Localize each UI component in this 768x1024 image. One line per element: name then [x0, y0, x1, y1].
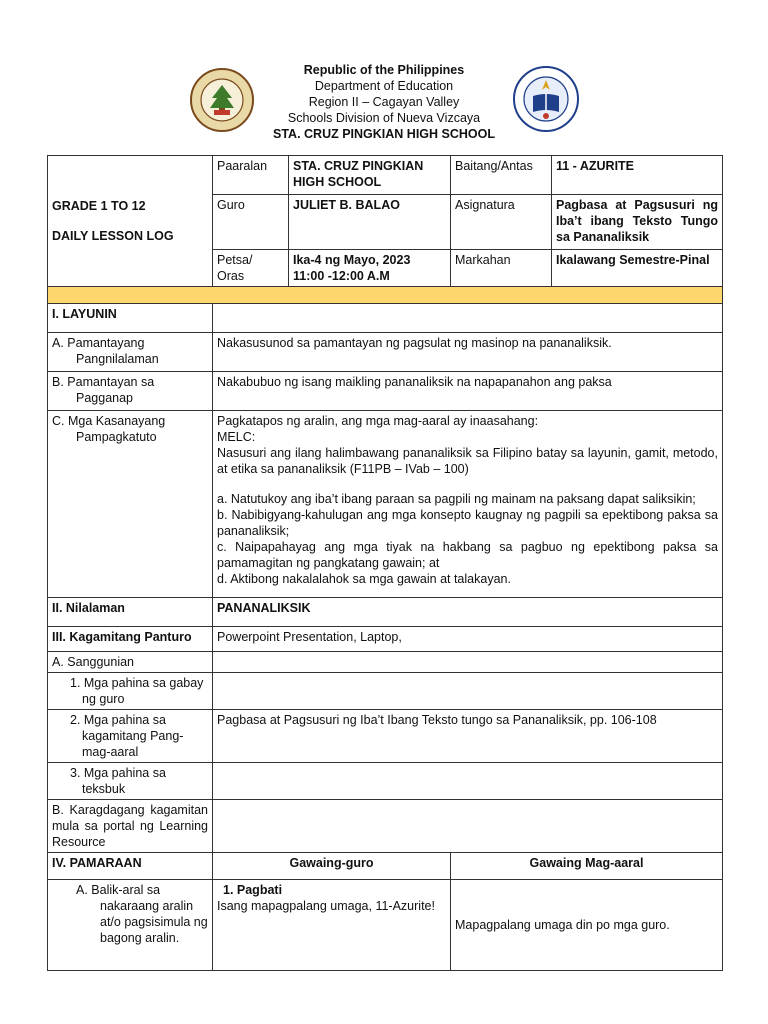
- grade-range-label: GRADE 1 TO 12: [52, 199, 146, 213]
- review-label-cell: [48, 880, 213, 971]
- teacher-label: Guro: [213, 195, 289, 250]
- textbook-row: [48, 763, 723, 800]
- subject-value: Pagbasa at Pagsusuri ng Iba’t ibang Teksto Tungo sa Pananaliksik: [552, 195, 723, 250]
- teacher-greeting: Isang mapagpalang umaga, 11-Azurite!: [217, 899, 435, 913]
- header-division: Schools Division of Nueva Vizcaya: [287, 111, 481, 125]
- additional-materials-label: B. Karagdagang kagamitan mula sa portal ng Learning Resource: [48, 800, 213, 853]
- teacher-value: JULIET B. BALAO: [289, 195, 451, 250]
- sanggunian-row: [48, 652, 723, 673]
- learning-competencies-row: [48, 411, 723, 598]
- time-label: Oras: [217, 269, 245, 283]
- performance-standard-label: B. Pamantayan sa Pagganap: [48, 372, 213, 411]
- time-value: 11:00 -12:00 A.M: [293, 269, 390, 283]
- teacher-guide-empty: [213, 673, 723, 710]
- nilalaman-heading: II. Nilalaman: [48, 598, 213, 627]
- student-greeting-cell: [451, 880, 723, 971]
- additional-materials-empty: [213, 800, 723, 853]
- content-standard-value: Nakasusunod sa pamantayan ng pagsulat ng masinop na pananaliksik.: [213, 333, 723, 372]
- school-value: STA. CRUZ PINGKIAN HIGH SCHOOL: [289, 156, 451, 195]
- content-standard-label: A. Pamantayang Pangnilalaman: [48, 333, 213, 372]
- competencies-intro: Pagkatapos ng aralin, ang mga mag-aaral ay inaasahang:: [217, 414, 539, 428]
- textbook-label: 3. Mga pahina sa teksbuk: [48, 763, 213, 800]
- layunin-heading-row: [48, 304, 723, 333]
- student-activity-heading: Gawaing Mag-aaral: [451, 853, 723, 880]
- pamaraan-heading-row: [48, 853, 723, 880]
- learner-material-row: [48, 710, 723, 763]
- daily-lesson-log-label: DAILY LESSON LOG: [52, 229, 174, 243]
- header-text: [0, 62, 768, 142]
- grade-level-value: 11 - AZURITE: [552, 156, 723, 195]
- quarter-value: Ikalawang Semestre-Pinal: [552, 250, 723, 287]
- teacher-guide-row: [48, 673, 723, 710]
- objective-c: c. Naipapahayag ang mga tiyak na hakbang sa pagbuo ng epektibong paksa sa pamamagitan ng pangkatang gawain; at: [217, 540, 718, 570]
- header-school: STA. CRUZ PINGKIAN HIGH SCHOOL: [273, 127, 495, 141]
- grade-level-label: Baitang/Antas: [451, 156, 552, 195]
- document-header: [0, 58, 768, 148]
- info-row-school: [48, 156, 723, 195]
- subject-label: Asignatura: [451, 195, 552, 250]
- kagamitan-heading: III. Kagamitang Panturo: [48, 627, 213, 652]
- additional-materials-row: [48, 800, 723, 853]
- objective-d: d. Aktibong nakalalahok sa mga gawain at talakayan.: [217, 572, 511, 586]
- header-republic: Republic of the Philippines: [303, 63, 465, 77]
- teacher-guide-label: 1. Mga pahina sa gabay ng guro: [48, 673, 213, 710]
- learner-material-value: Pagbasa at Pagsusuri ng Iba’t Ibang Teksto tungo sa Pananaliksik, pp. 106-108: [213, 710, 723, 763]
- kagamitan-value: Powerpoint Presentation, Laptop,: [213, 627, 723, 652]
- performance-standard-row: [48, 372, 723, 411]
- quarter-label: Markahan: [451, 250, 552, 287]
- teacher-activity-heading: Gawaing-guro: [213, 853, 451, 880]
- sanggunian-label: A. Sanggunian: [48, 652, 213, 673]
- learning-competencies-label: C. Mga Kasanayang Pampagkatuto: [48, 411, 213, 598]
- performance-standard-value: Nakabubuo ng isang maikling pananaliksik na napapanahon ang paksa: [213, 372, 723, 411]
- nilalaman-value: PANANALIKSIK: [213, 598, 723, 627]
- student-greeting: Mapagpalang umaga din po mga guro.: [455, 918, 670, 932]
- lesson-log-title-cell: [48, 156, 213, 287]
- daily-lesson-log-table: [47, 155, 723, 971]
- yellow-band-row: [48, 287, 723, 304]
- header-region: Region II – Cagayan Valley: [308, 95, 460, 109]
- greeting-step-title: 1. Pagbati: [223, 883, 283, 897]
- school-label: Paaralan: [213, 156, 289, 195]
- textbook-empty: [213, 763, 723, 800]
- content-standard-row: [48, 333, 723, 372]
- teacher-greeting-cell: [213, 880, 451, 971]
- layunin-heading: I. LAYUNIN: [48, 304, 213, 333]
- learning-competencies-cell: [213, 411, 723, 598]
- nilalaman-row: [48, 598, 723, 627]
- learner-material-label: 2. Mga pahina sa kagamitang Pang-mag-aaral: [48, 710, 213, 763]
- date-label: Petsa/: [217, 253, 253, 267]
- review-label: A. Balik-aral sa nakaraang aralin at/o pagsisimula ng bagong aralin.: [76, 883, 208, 945]
- melc-label: MELC:: [217, 430, 256, 444]
- kagamitan-row: [48, 627, 723, 652]
- yellow-band: [48, 287, 723, 304]
- melc-text: Nasusuri ang ilang halimbawang pananaliksik sa Filipino batay sa layunin, gamit, metodo, at etika sa pananaliksik (F11PB – IVab – 100): [217, 446, 718, 476]
- date-time-cell: [289, 250, 451, 287]
- objective-a: a. Natutukoy ang iba’t ibang paraan sa pagpili ng mainam na paksang dapat saliksikin;: [217, 492, 696, 506]
- pamaraan-heading: IV. PAMARAAN: [48, 853, 213, 880]
- deped-seal-icon: [513, 66, 579, 132]
- layunin-heading-empty: [213, 304, 723, 333]
- sanggunian-empty: [213, 652, 723, 673]
- objective-b: b. Nabibigyang-kahulugan ang mga konsepto kaugnay ng pagpili sa epektibong paksa sa pananaliksik;: [217, 508, 718, 538]
- header-department: Department of Education: [314, 79, 454, 93]
- date-value: Ika-4 ng Mayo, 2023: [293, 253, 411, 267]
- date-label-cell: [213, 250, 289, 287]
- review-row: [48, 880, 723, 971]
